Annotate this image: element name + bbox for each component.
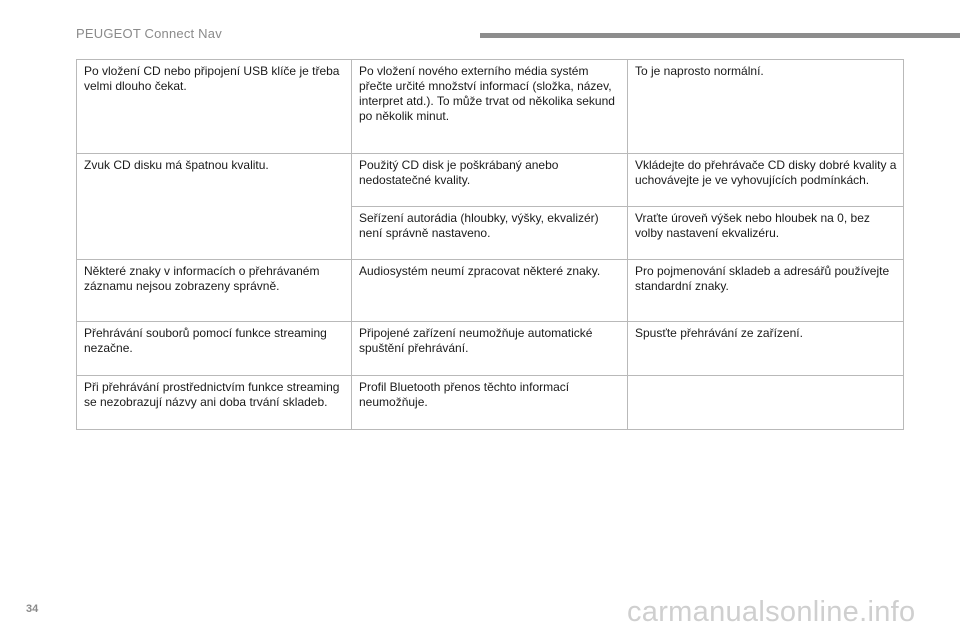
cause-cell <box>352 376 628 430</box>
solution-cell <box>628 154 904 207</box>
troubleshooting-table <box>76 59 904 430</box>
header-title: PEUGEOT Connect Nav <box>76 26 222 41</box>
cause-cell <box>352 207 628 260</box>
solution-cell <box>628 376 904 430</box>
solution-cell <box>628 260 904 322</box>
question-cell <box>77 260 352 322</box>
solution-text: Pro pojmenování skladeb a adresářů používejte standardní znaky. <box>635 264 890 293</box>
question-text: Při přehrávání prostřednictvím funkce streaming se nezobrazují názvy ani doba trvání skladeb. <box>84 380 340 409</box>
solution-cell <box>628 322 904 376</box>
solution-text: Vkládejte do přehrávače CD disky dobré kvality a uchovávejte je ve vyhovujících podmínkách. <box>635 158 897 187</box>
cause-text: Audiosystém neumí zpracovat některé znaky. <box>359 264 601 278</box>
solution-text: Spusťte přehrávání ze zařízení. <box>635 326 803 340</box>
table-row <box>77 60 904 154</box>
cause-text: Použitý CD disk je poškrábaný anebo nedostatečné kvality. <box>359 158 559 187</box>
solution-cell <box>628 60 904 154</box>
cause-text: Připojené zařízení neumožňuje automatické spuštění přehrávání. <box>359 326 593 355</box>
cause-cell <box>352 322 628 376</box>
question-text: Přehrávání souborů pomocí funkce streaming nezačne. <box>84 326 327 355</box>
question-cell <box>77 376 352 430</box>
solution-cell <box>628 207 904 260</box>
solution-text: To je naprosto normální. <box>635 64 764 78</box>
question-cell <box>77 154 352 260</box>
cause-cell <box>352 154 628 207</box>
watermark: carmanualsonline.info <box>627 596 916 628</box>
table-row <box>77 376 904 430</box>
question-text: Zvuk CD disku má špatnou kvalitu. <box>84 158 269 172</box>
question-text: Po vložení CD nebo připojení USB klíče je třeba velmi dlouho čekat. <box>84 64 340 93</box>
table-row <box>77 154 904 207</box>
question-cell <box>77 60 352 154</box>
header-bar <box>480 33 960 38</box>
question-text: Některé znaky v informacích o přehrávaném záznamu nejsou zobrazeny správně. <box>84 264 320 293</box>
question-cell <box>77 322 352 376</box>
cause-cell <box>352 60 628 154</box>
table-row <box>77 260 904 322</box>
table-row <box>77 322 904 376</box>
cause-text: Seřízení autorádia (hloubky, výšky, ekvalizér) není správně nastaveno. <box>359 211 599 240</box>
cause-text: Profil Bluetooth přenos těchto informací neumožňuje. <box>359 380 570 409</box>
page-number: 34 <box>26 603 39 615</box>
cause-text: Po vložení nového externího média systém přečte určité množství informací (složka, název, interpret atd.). To může trvat od několika sekund po několik minut. <box>359 64 615 123</box>
solution-text: Vraťte úroveň výšek nebo hloubek na 0, bez volby nastavení ekvalizéru. <box>635 211 870 240</box>
cause-cell <box>352 260 628 322</box>
